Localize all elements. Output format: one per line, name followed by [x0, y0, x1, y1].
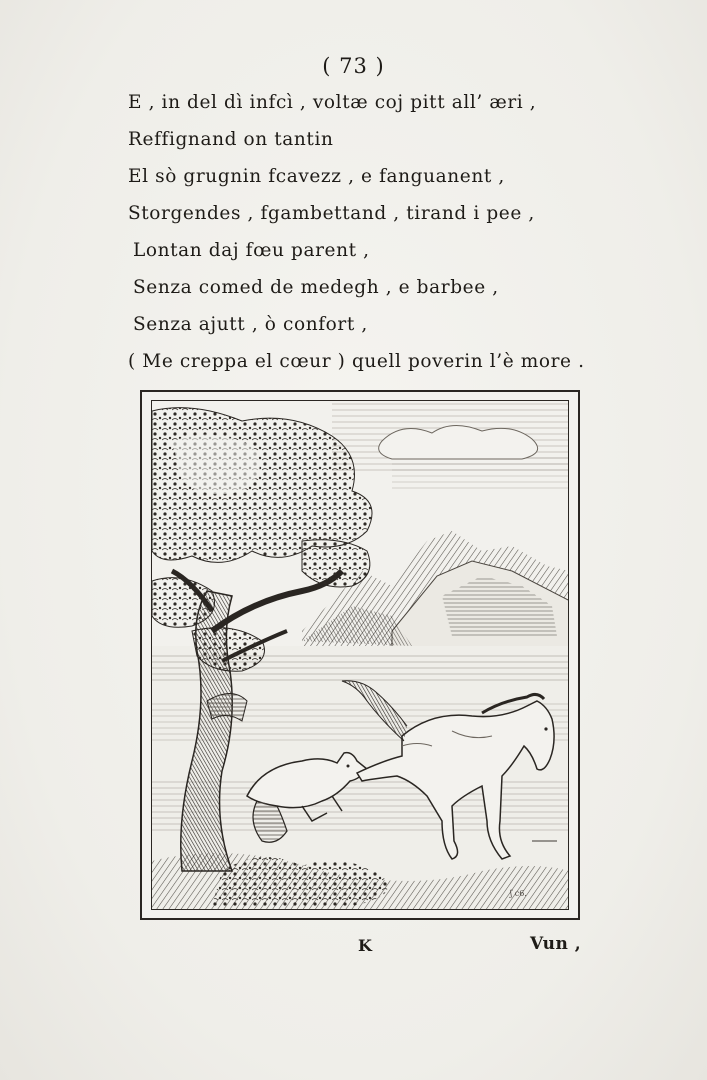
verse-line: El sò grugnin fcavezz , e fanguanent ,	[128, 166, 505, 187]
engraving-illustration	[152, 401, 569, 910]
verse-line: Senza comed de medegh , e barbee ,	[133, 277, 499, 298]
svg-text:ʃ c6.: ʃ c6.	[510, 889, 527, 898]
engraving-plate	[140, 390, 580, 920]
verse-line: Reffignand on tantin	[128, 129, 334, 150]
verse-line: Lontan daj fœu parent ,	[133, 240, 370, 261]
verse-block	[128, 84, 598, 380]
engraving-frame	[151, 400, 569, 910]
signature-mark: K	[358, 936, 372, 955]
verse-line: Storgendes , fgambettand , tirand i pee ,	[128, 203, 535, 224]
catchword: Vun ,	[530, 934, 582, 954]
verse-line: ( Me creppa el cœur ) quell poverin l’è more .	[128, 351, 585, 372]
page-number: ( 73 )	[322, 54, 385, 78]
verse-line: Senza ajutt , ò confort ,	[133, 314, 368, 335]
cloud	[379, 425, 538, 459]
verse-line: E , in del dì infcì , voltæ coj pitt all’ æri ,	[128, 92, 537, 113]
